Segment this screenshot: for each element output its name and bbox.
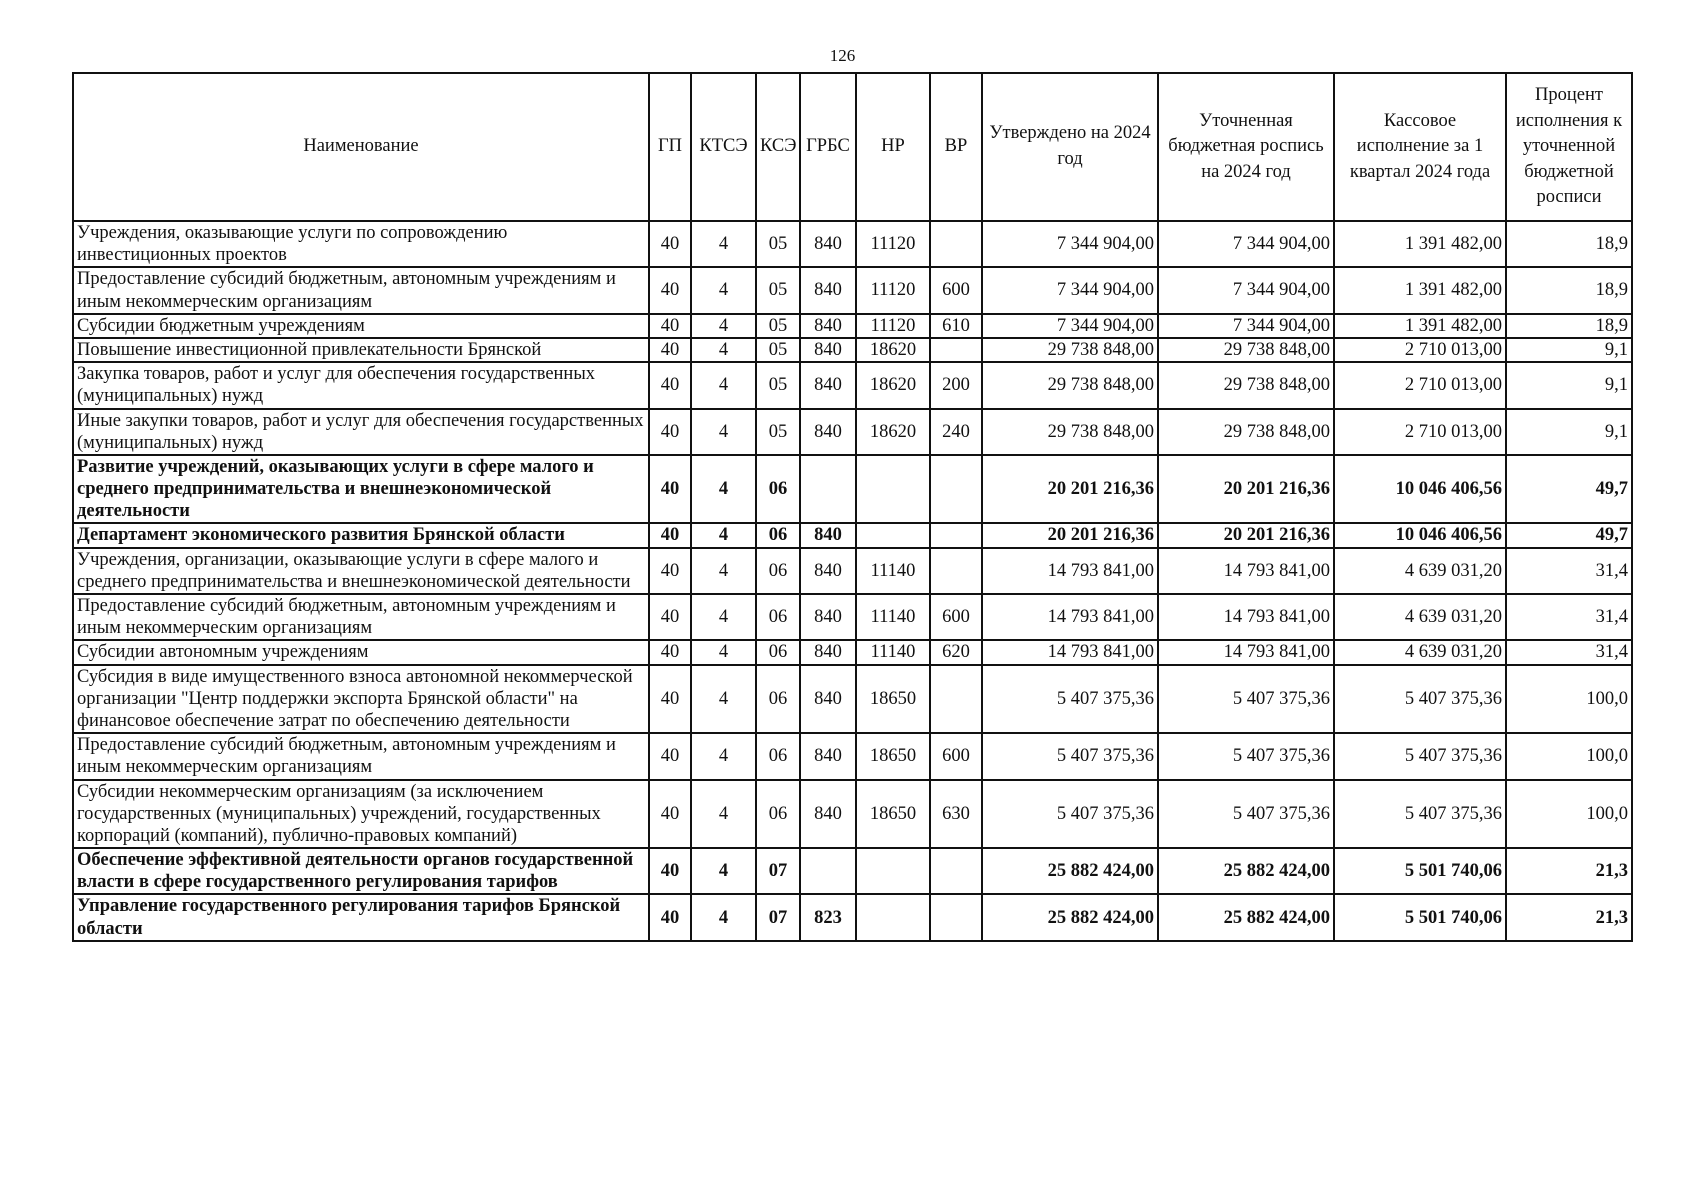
cell-revised: 29 738 848,00 [1158, 362, 1334, 408]
cell-vr: 600 [930, 733, 982, 779]
table-row [73, 665, 1632, 734]
cell-ktse: 4 [691, 894, 756, 940]
cell-name: Учреждения, организации, оказывающие услуги в сфере малого и среднего предпринимательства и внешнеэкономической деятельности [73, 548, 649, 594]
cell-approved: 14 793 841,00 [982, 640, 1158, 664]
cell-name: Субсидии бюджетным учреждениям [73, 314, 649, 338]
header-percent: Процент исполнения к уточненной бюджетной росписи [1506, 73, 1632, 221]
cell-gp: 40 [649, 221, 691, 267]
cell-name: Предоставление субсидий бюджетным, автономным учреждениям и иным некоммерческим организациям [73, 267, 649, 313]
table-row [73, 221, 1632, 267]
cell-grbs [800, 455, 856, 524]
cell-cash: 1 391 482,00 [1334, 267, 1506, 313]
cell-revised: 29 738 848,00 [1158, 409, 1334, 455]
cell-percent: 9,1 [1506, 362, 1632, 408]
header-grbs: ГРБС [800, 73, 856, 221]
table-row [73, 780, 1632, 849]
cell-ktse: 4 [691, 314, 756, 338]
cell-ktse: 4 [691, 362, 756, 408]
cell-ktse: 4 [691, 640, 756, 664]
cell-kse: 07 [756, 848, 800, 894]
cell-grbs: 840 [800, 221, 856, 267]
cell-ktse: 4 [691, 409, 756, 455]
cell-vr [930, 523, 982, 547]
cell-nr: 11120 [856, 314, 930, 338]
cell-nr: 18650 [856, 780, 930, 849]
cell-name: Управление государственного регулирования тарифов Брянской области [73, 894, 649, 940]
cell-vr: 630 [930, 780, 982, 849]
cell-name: Повышение инвестиционной привлекательности Брянской [73, 338, 649, 362]
cell-kse: 05 [756, 338, 800, 362]
table-row [73, 548, 1632, 594]
cell-ktse: 4 [691, 267, 756, 313]
cell-grbs [800, 848, 856, 894]
cell-gp: 40 [649, 780, 691, 849]
cell-cash: 5 407 375,36 [1334, 780, 1506, 849]
cell-gp: 40 [649, 548, 691, 594]
cell-cash: 2 710 013,00 [1334, 338, 1506, 362]
cell-kse: 05 [756, 409, 800, 455]
cell-kse: 05 [756, 314, 800, 338]
cell-vr [930, 894, 982, 940]
cell-ktse: 4 [691, 733, 756, 779]
cell-percent: 100,0 [1506, 665, 1632, 734]
cell-nr: 11120 [856, 221, 930, 267]
cell-percent: 100,0 [1506, 733, 1632, 779]
cell-revised: 5 407 375,36 [1158, 733, 1334, 779]
page-number: 126 [829, 46, 856, 65]
cell-name: Предоставление субсидий бюджетным, автономным учреждениям и иным некоммерческим организациям [73, 733, 649, 779]
cell-approved: 25 882 424,00 [982, 894, 1158, 940]
header-revised: Уточненная бюджетная роспись на 2024 год [1158, 73, 1334, 221]
cell-revised: 5 407 375,36 [1158, 665, 1334, 734]
cell-grbs: 840 [800, 338, 856, 362]
cell-nr [856, 848, 930, 894]
header-ktse: КТСЭ [691, 73, 756, 221]
cell-gp: 40 [649, 409, 691, 455]
cell-approved: 14 793 841,00 [982, 594, 1158, 640]
table-row [73, 894, 1632, 940]
cell-nr: 11140 [856, 640, 930, 664]
cell-revised: 25 882 424,00 [1158, 848, 1334, 894]
cell-name: Субсидия в виде имущественного взноса автономной некоммерческой организации "Центр поддержки экспорта Брянской области" на финансовое обеспечение затрат по обеспечению деятельности [73, 665, 649, 734]
cell-revised: 14 793 841,00 [1158, 640, 1334, 664]
cell-kse: 06 [756, 455, 800, 524]
cell-revised: 14 793 841,00 [1158, 594, 1334, 640]
cell-kse: 07 [756, 894, 800, 940]
cell-gp: 40 [649, 848, 691, 894]
cell-nr: 18620 [856, 409, 930, 455]
cell-percent: 18,9 [1506, 221, 1632, 267]
cell-ktse: 4 [691, 780, 756, 849]
cell-vr [930, 548, 982, 594]
cell-approved: 5 407 375,36 [982, 780, 1158, 849]
cell-kse: 05 [756, 267, 800, 313]
cell-vr: 600 [930, 594, 982, 640]
cell-ktse: 4 [691, 848, 756, 894]
cell-nr: 18650 [856, 665, 930, 734]
cell-percent: 31,4 [1506, 594, 1632, 640]
table-row [73, 338, 1632, 362]
cell-nr: 11140 [856, 594, 930, 640]
cell-ktse: 4 [691, 594, 756, 640]
header-vr: ВР [930, 73, 982, 221]
cell-kse: 06 [756, 665, 800, 734]
cell-vr: 200 [930, 362, 982, 408]
cell-grbs: 823 [800, 894, 856, 940]
cell-grbs: 840 [800, 594, 856, 640]
cell-approved: 20 201 216,36 [982, 523, 1158, 547]
table-row [73, 409, 1632, 455]
cell-nr [856, 894, 930, 940]
cell-percent: 9,1 [1506, 338, 1632, 362]
cell-vr [930, 221, 982, 267]
cell-nr: 18650 [856, 733, 930, 779]
cell-vr [930, 338, 982, 362]
cell-approved: 7 344 904,00 [982, 314, 1158, 338]
cell-name: Закупка товаров, работ и услуг для обеспечения государственных (муниципальных) нужд [73, 362, 649, 408]
cell-percent: 18,9 [1506, 314, 1632, 338]
table-row [73, 733, 1632, 779]
cell-vr [930, 665, 982, 734]
cell-name: Иные закупки товаров, работ и услуг для обеспечения государственных (муниципальных) нужд [73, 409, 649, 455]
cell-revised: 7 344 904,00 [1158, 267, 1334, 313]
cell-grbs: 840 [800, 548, 856, 594]
header-gp: ГП [649, 73, 691, 221]
cell-cash: 5 501 740,06 [1334, 848, 1506, 894]
cell-approved: 29 738 848,00 [982, 338, 1158, 362]
cell-cash: 5 407 375,36 [1334, 665, 1506, 734]
cell-kse: 06 [756, 548, 800, 594]
cell-grbs: 840 [800, 409, 856, 455]
cell-percent: 21,3 [1506, 894, 1632, 940]
cell-name: Учреждения, оказывающие услуги по сопровождению инвестиционных проектов [73, 221, 649, 267]
cell-cash: 1 391 482,00 [1334, 314, 1506, 338]
cell-kse: 06 [756, 640, 800, 664]
cell-nr: 18620 [856, 362, 930, 408]
header-approved: Утверждено на 2024 год [982, 73, 1158, 221]
cell-grbs: 840 [800, 665, 856, 734]
cell-percent: 31,4 [1506, 548, 1632, 594]
cell-revised: 20 201 216,36 [1158, 455, 1334, 524]
cell-revised: 25 882 424,00 [1158, 894, 1334, 940]
cell-cash: 5 501 740,06 [1334, 894, 1506, 940]
header-nr: НР [856, 73, 930, 221]
cell-vr: 600 [930, 267, 982, 313]
cell-vr [930, 848, 982, 894]
cell-revised: 29 738 848,00 [1158, 338, 1334, 362]
table-row [73, 848, 1632, 894]
cell-gp: 40 [649, 640, 691, 664]
cell-approved: 14 793 841,00 [982, 548, 1158, 594]
cell-revised: 7 344 904,00 [1158, 221, 1334, 267]
cell-approved: 20 201 216,36 [982, 455, 1158, 524]
cell-grbs: 840 [800, 640, 856, 664]
table-header [73, 73, 1632, 221]
cell-approved: 7 344 904,00 [982, 221, 1158, 267]
cell-ktse: 4 [691, 221, 756, 267]
cell-kse: 06 [756, 594, 800, 640]
cell-grbs: 840 [800, 733, 856, 779]
cell-revised: 7 344 904,00 [1158, 314, 1334, 338]
table-body [73, 221, 1632, 941]
cell-cash: 2 710 013,00 [1334, 362, 1506, 408]
cell-cash: 10 046 406,56 [1334, 523, 1506, 547]
cell-percent: 100,0 [1506, 780, 1632, 849]
cell-vr: 620 [930, 640, 982, 664]
header-cash: Кассовое исполнение за 1 квартал 2024 года [1334, 73, 1506, 221]
cell-kse: 06 [756, 523, 800, 547]
table-row [73, 640, 1632, 664]
table-row [73, 362, 1632, 408]
cell-nr: 11120 [856, 267, 930, 313]
table-row [73, 594, 1632, 640]
cell-grbs: 840 [800, 523, 856, 547]
table-row [73, 267, 1632, 313]
cell-cash: 5 407 375,36 [1334, 733, 1506, 779]
cell-nr [856, 523, 930, 547]
cell-gp: 40 [649, 665, 691, 734]
cell-approved: 5 407 375,36 [982, 733, 1158, 779]
cell-ktse: 4 [691, 548, 756, 594]
cell-ktse: 4 [691, 338, 756, 362]
budget-table [72, 72, 1633, 942]
cell-approved: 7 344 904,00 [982, 267, 1158, 313]
cell-name: Субсидии некоммерческим организациям (за исключением государственных (муниципальных) учреждений, государственных корпораций (компаний), публично-правовых компаний) [73, 780, 649, 849]
cell-approved: 25 882 424,00 [982, 848, 1158, 894]
cell-name: Развитие учреждений, оказывающих услуги в сфере малого и среднего предпринимательства и внешнеэкономической деятельности [73, 455, 649, 524]
cell-grbs: 840 [800, 780, 856, 849]
cell-vr: 240 [930, 409, 982, 455]
cell-kse: 06 [756, 733, 800, 779]
cell-kse: 05 [756, 362, 800, 408]
cell-revised: 20 201 216,36 [1158, 523, 1334, 547]
cell-percent: 49,7 [1506, 455, 1632, 524]
cell-name: Департамент экономического развития Брянской области [73, 523, 649, 547]
header-name: Наименование [73, 73, 649, 221]
cell-approved: 29 738 848,00 [982, 362, 1158, 408]
cell-gp: 40 [649, 267, 691, 313]
cell-ktse: 4 [691, 523, 756, 547]
cell-cash: 10 046 406,56 [1334, 455, 1506, 524]
cell-percent: 9,1 [1506, 409, 1632, 455]
cell-gp: 40 [649, 314, 691, 338]
cell-revised: 14 793 841,00 [1158, 548, 1334, 594]
cell-ktse: 4 [691, 665, 756, 734]
cell-gp: 40 [649, 338, 691, 362]
table-row [73, 455, 1632, 524]
cell-percent: 31,4 [1506, 640, 1632, 664]
header-kse: КСЭ [756, 73, 800, 221]
cell-cash: 4 639 031,20 [1334, 594, 1506, 640]
cell-gp: 40 [649, 455, 691, 524]
cell-nr: 18620 [856, 338, 930, 362]
cell-gp: 40 [649, 594, 691, 640]
cell-cash: 1 391 482,00 [1334, 221, 1506, 267]
cell-gp: 40 [649, 523, 691, 547]
cell-gp: 40 [649, 733, 691, 779]
cell-revised: 5 407 375,36 [1158, 780, 1334, 849]
cell-nr [856, 455, 930, 524]
cell-approved: 5 407 375,36 [982, 665, 1158, 734]
cell-kse: 06 [756, 780, 800, 849]
cell-vr [930, 455, 982, 524]
cell-cash: 4 639 031,20 [1334, 640, 1506, 664]
cell-nr: 11140 [856, 548, 930, 594]
table-row [73, 523, 1632, 547]
cell-gp: 40 [649, 894, 691, 940]
cell-percent: 21,3 [1506, 848, 1632, 894]
cell-name: Субсидии автономным учреждениям [73, 640, 649, 664]
cell-cash: 4 639 031,20 [1334, 548, 1506, 594]
cell-percent: 49,7 [1506, 523, 1632, 547]
cell-approved: 29 738 848,00 [982, 409, 1158, 455]
cell-vr: 610 [930, 314, 982, 338]
cell-name: Предоставление субсидий бюджетным, автономным учреждениям и иным некоммерческим организациям [73, 594, 649, 640]
cell-grbs: 840 [800, 314, 856, 338]
cell-kse: 05 [756, 221, 800, 267]
cell-grbs: 840 [800, 267, 856, 313]
cell-ktse: 4 [691, 455, 756, 524]
cell-name: Обеспечение эффективной деятельности органов государственной власти в сфере государственного регулирования тарифов [73, 848, 649, 894]
cell-percent: 18,9 [1506, 267, 1632, 313]
table-row [73, 314, 1632, 338]
cell-gp: 40 [649, 362, 691, 408]
cell-grbs: 840 [800, 362, 856, 408]
cell-cash: 2 710 013,00 [1334, 409, 1506, 455]
